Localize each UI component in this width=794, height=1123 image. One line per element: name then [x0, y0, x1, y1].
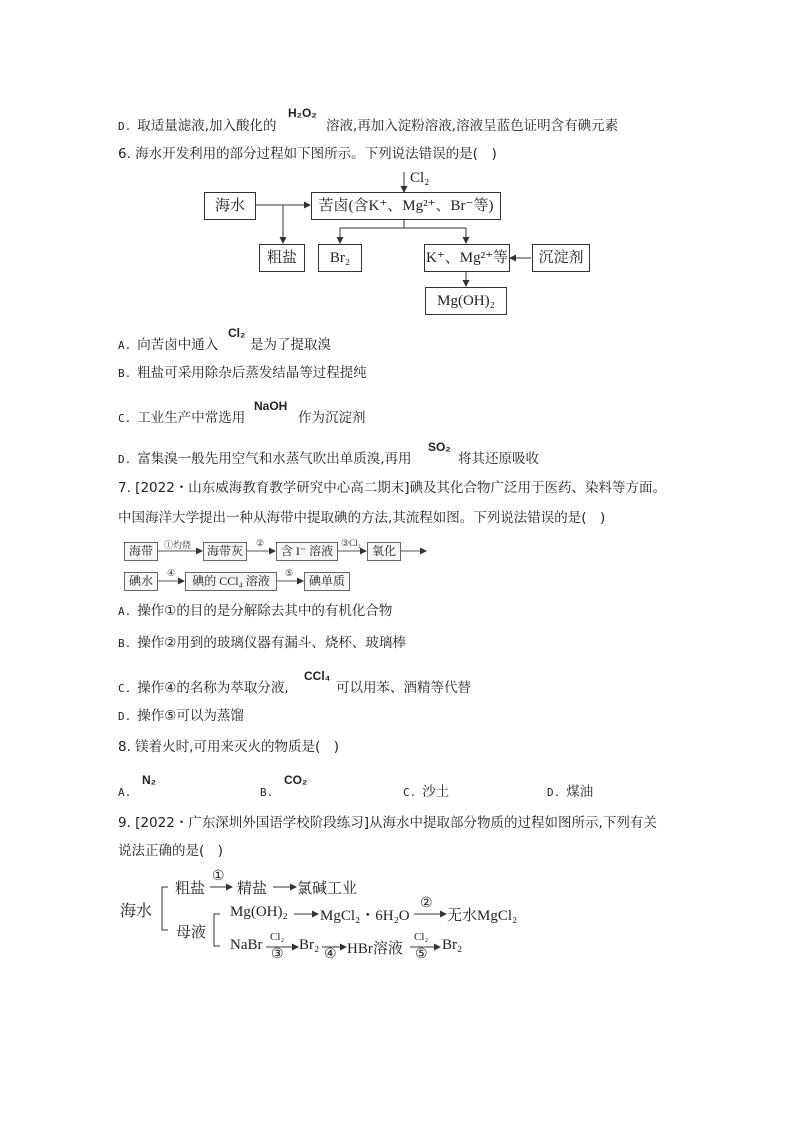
node-anhydrous-mgcl2: 无水MgCl₂	[447, 908, 518, 924]
cl2-reagent-a: Cl₂	[270, 931, 285, 943]
option-text-cont: 溶液,再加入淀粉溶液,溶液呈蓝色证明含有碘元素	[326, 118, 619, 134]
option-label: B.	[118, 637, 132, 650]
option-text: 操作①的目的是分解除去其中的有机化合物	[137, 603, 393, 619]
box-iodide-solution: 含 I⁻ 溶液	[276, 542, 338, 561]
box-bittern: 苦卤(含K⁺、Mg²⁺、Br⁻等)	[311, 192, 501, 220]
step-1-label: ①灼烧	[164, 540, 192, 550]
question-9-stem-line2: 说法正确的是( )	[118, 843, 224, 859]
option-text-cont: 是为了提取溴	[250, 337, 331, 353]
node-seawater: 海水	[120, 903, 153, 920]
step-4-label: ④	[167, 568, 176, 578]
box-iodine: 碘单质	[304, 572, 350, 591]
formula-so2: SO₂	[428, 440, 451, 454]
cl2-reagent-b: Cl₂	[414, 931, 429, 943]
node-mgcl2-hydrate: MgCl₂・6H₂O	[320, 908, 410, 924]
formula-co2: CO₂	[284, 773, 308, 787]
option-text: 沙土	[422, 784, 450, 800]
circle-1: ①	[212, 869, 225, 884]
box-crude-salt: 粗盐	[259, 244, 305, 272]
formula-n2: N₂	[142, 773, 156, 787]
box-ccl4-solution: 碘的 CCl₄ 溶液	[185, 572, 277, 591]
box-mgoh2: Mg(OH)₂	[425, 287, 507, 315]
cl2-label: Cl₂	[410, 170, 430, 186]
box-br2: Br₂	[318, 244, 362, 272]
step-3-label: ③Cl₂	[341, 538, 361, 548]
node-refined-salt: 精盐	[237, 881, 268, 897]
option-label: A.	[118, 786, 132, 799]
box-kelp: 海带	[124, 542, 158, 561]
node-nabr: NaBr	[230, 937, 263, 953]
box-precipitant: 沉淀剂	[532, 244, 590, 272]
question-8-stem: 8. 镁着火时,可用来灭火的物质是( )	[118, 739, 339, 755]
option-label: D.	[118, 453, 132, 466]
node-mother-liquor: 母液	[176, 925, 207, 941]
box-iodine-water: 碘水	[124, 572, 158, 591]
node-mgoh2: Mg(OH)₂	[230, 904, 288, 920]
box-kelp-ash: 海带灰	[203, 542, 247, 561]
box-oxidize: 氧化	[367, 542, 401, 561]
formula-h2o2: H₂O₂	[288, 106, 317, 120]
option-label: C.	[118, 412, 132, 425]
question-9-stem-line1: 9. [2022・广东深圳外国语学校阶段练习]从海水中提取部分物质的过程如图所示,下列有关	[118, 815, 657, 831]
option-text-cont: 可以用苯、酒精等代替	[336, 680, 471, 696]
node-chlor-alkali: 氯碱工业	[297, 881, 358, 897]
node-crude-salt: 粗盐	[175, 881, 206, 897]
box-k-mg: K⁺、Mg²⁺等	[424, 244, 510, 272]
option-text: 操作②用到的玻璃仪器有漏斗、烧杯、玻璃棒	[137, 635, 406, 651]
option-text: 操作⑤可以为蒸馏	[137, 708, 244, 724]
option-label: B.	[118, 367, 132, 380]
circle-2: ②	[420, 896, 433, 911]
option-label: D.	[118, 120, 132, 133]
option-text: 富集溴一般先用空气和水蒸气吹出单质溴,再用	[137, 451, 412, 467]
option-text-cont: 作为沉淀剂	[298, 410, 366, 426]
step-2-label: ②	[256, 538, 265, 548]
formula-ccl4: CCl₄	[304, 669, 331, 683]
option-text: 操作④的名称为萃取分液,	[137, 680, 289, 696]
option-text: 粗盐可采用除杂后蒸发结晶等过程提纯	[137, 365, 367, 381]
circle-4: ④	[324, 947, 337, 962]
option-label: C.	[403, 786, 417, 799]
circle-3: ③	[271, 947, 284, 962]
option-text-cont: 将其还原吸收	[458, 451, 539, 467]
option-text: 取适量滤液,加入酸化的	[137, 118, 277, 134]
node-br2-a: Br₂	[299, 937, 320, 953]
option-text: 向苦卤中通入	[137, 337, 219, 353]
node-br2-b: Br₂	[442, 937, 463, 953]
circle-5: ⑤	[415, 947, 428, 962]
question-7-stem-line1: 7. [2022・山东威海教育教学研究中心高二期末]碘及其化合物广泛用于医药、染料等方面。	[118, 480, 667, 496]
option-label: C.	[118, 682, 132, 695]
step-5-label: ⑤	[285, 568, 294, 578]
option-label: A.	[118, 339, 132, 352]
option-label: D.	[118, 710, 132, 723]
box-seawater: 海水	[204, 192, 256, 220]
option-label: D.	[547, 786, 561, 799]
option-text: 煤油	[566, 784, 594, 800]
option-label: A.	[118, 605, 132, 618]
node-hbr-solution: HBr溶液	[347, 941, 403, 957]
option-label: B.	[260, 786, 274, 799]
question-7-stem-line2: 中国海洋大学提出一种从海带中提取碘的方法,其流程如图。下列说法错误的是( )	[118, 510, 606, 526]
formula-naoh: NaOH	[254, 399, 288, 413]
question-6-stem: 6. 海水开发利用的部分过程如下图所示。下列说法错误的是( )	[118, 146, 497, 162]
formula-cl2: Cl₂	[228, 326, 246, 340]
option-text: 工业生产中常选用	[137, 410, 246, 426]
